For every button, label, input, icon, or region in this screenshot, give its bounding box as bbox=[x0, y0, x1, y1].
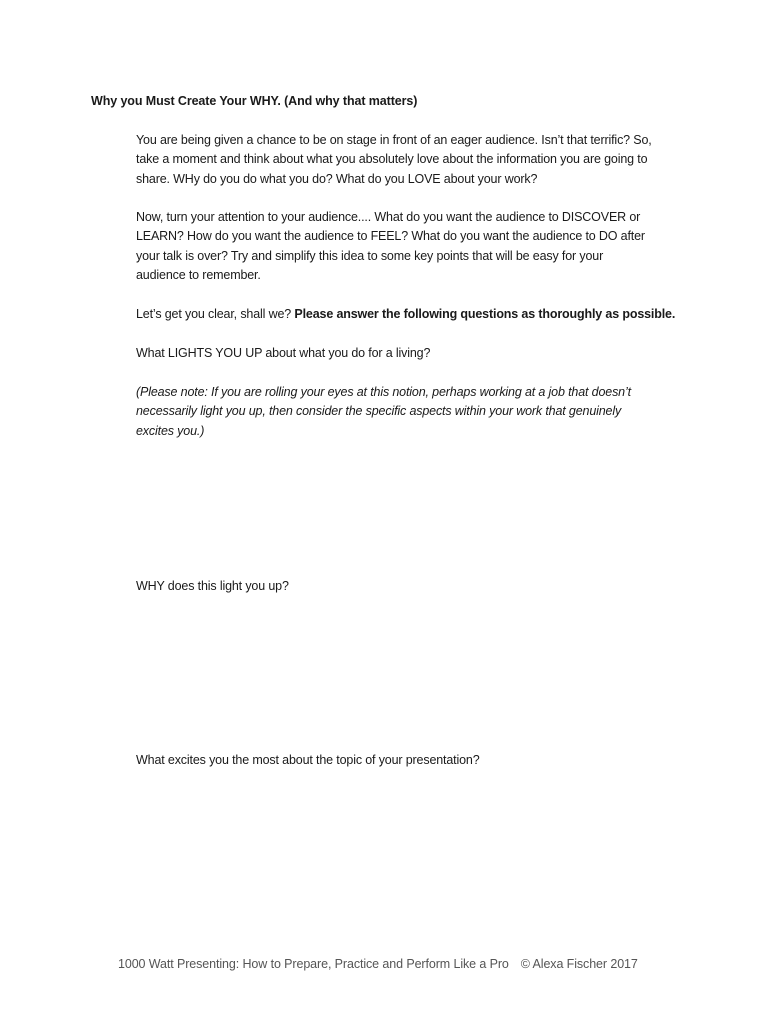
instruction-emphasis: Please answer the following questions as thoroughly as possible. bbox=[294, 307, 676, 321]
audience-line: Now, turn your attention to your audience.... What do you want the audience to DISCOVER or bbox=[136, 210, 641, 224]
audience-line: audience to remember. bbox=[136, 268, 261, 283]
intro-line: share. WHy do you do what you do? What do you LOVE about your work? bbox=[136, 171, 538, 186]
instruction-line bbox=[136, 305, 696, 324]
instruction-paragraph bbox=[136, 305, 696, 324]
instruction-text: Let’s get you clear, shall we? bbox=[136, 307, 295, 321]
audience-line: your talk is over? Try and simplify this idea to some key points that will be easy for your bbox=[136, 248, 604, 263]
note-line: (Please note: If you are rolling your eyes at this notion, perhaps working at a job that doesn’t bbox=[136, 385, 631, 399]
page-footer bbox=[118, 957, 638, 971]
intro-paragraph bbox=[136, 131, 696, 189]
note-line: necessarily light you up, then consider the specific aspects within your work that genuinely bbox=[136, 404, 622, 419]
intro-line: take a moment and think about what you absolutely love about the information you are going to bbox=[136, 152, 648, 167]
audience-paragraph bbox=[136, 208, 696, 286]
audience-line: LEARN? How do you want the audience to FEEL? What do you want the audience to DO after bbox=[136, 229, 645, 244]
page-heading: Why you Must Create Your WHY. (And why that matters) bbox=[91, 94, 418, 108]
note-paragraph bbox=[136, 383, 696, 441]
question-lights-you-up bbox=[136, 344, 696, 363]
intro-line: You are being given a chance to be on stage in front of an eager audience. Isn’t that terrific? So, bbox=[136, 133, 652, 147]
question-why-light bbox=[136, 577, 696, 596]
question-text: What LIGHTS YOU UP about what you do for a living? bbox=[136, 346, 431, 360]
footer-title: 1000 Watt Presenting: How to Prepare, Practice and Perform Like a Pro bbox=[118, 957, 509, 971]
question-text: WHY does this light you up? bbox=[136, 579, 289, 593]
question-text: What excites you the most about the topic of your presentation? bbox=[136, 753, 480, 767]
question-excites-topic bbox=[136, 751, 696, 770]
note-line: excites you.) bbox=[136, 423, 205, 438]
footer-copyright: © Alexa Fischer 2017 bbox=[520, 957, 638, 971]
